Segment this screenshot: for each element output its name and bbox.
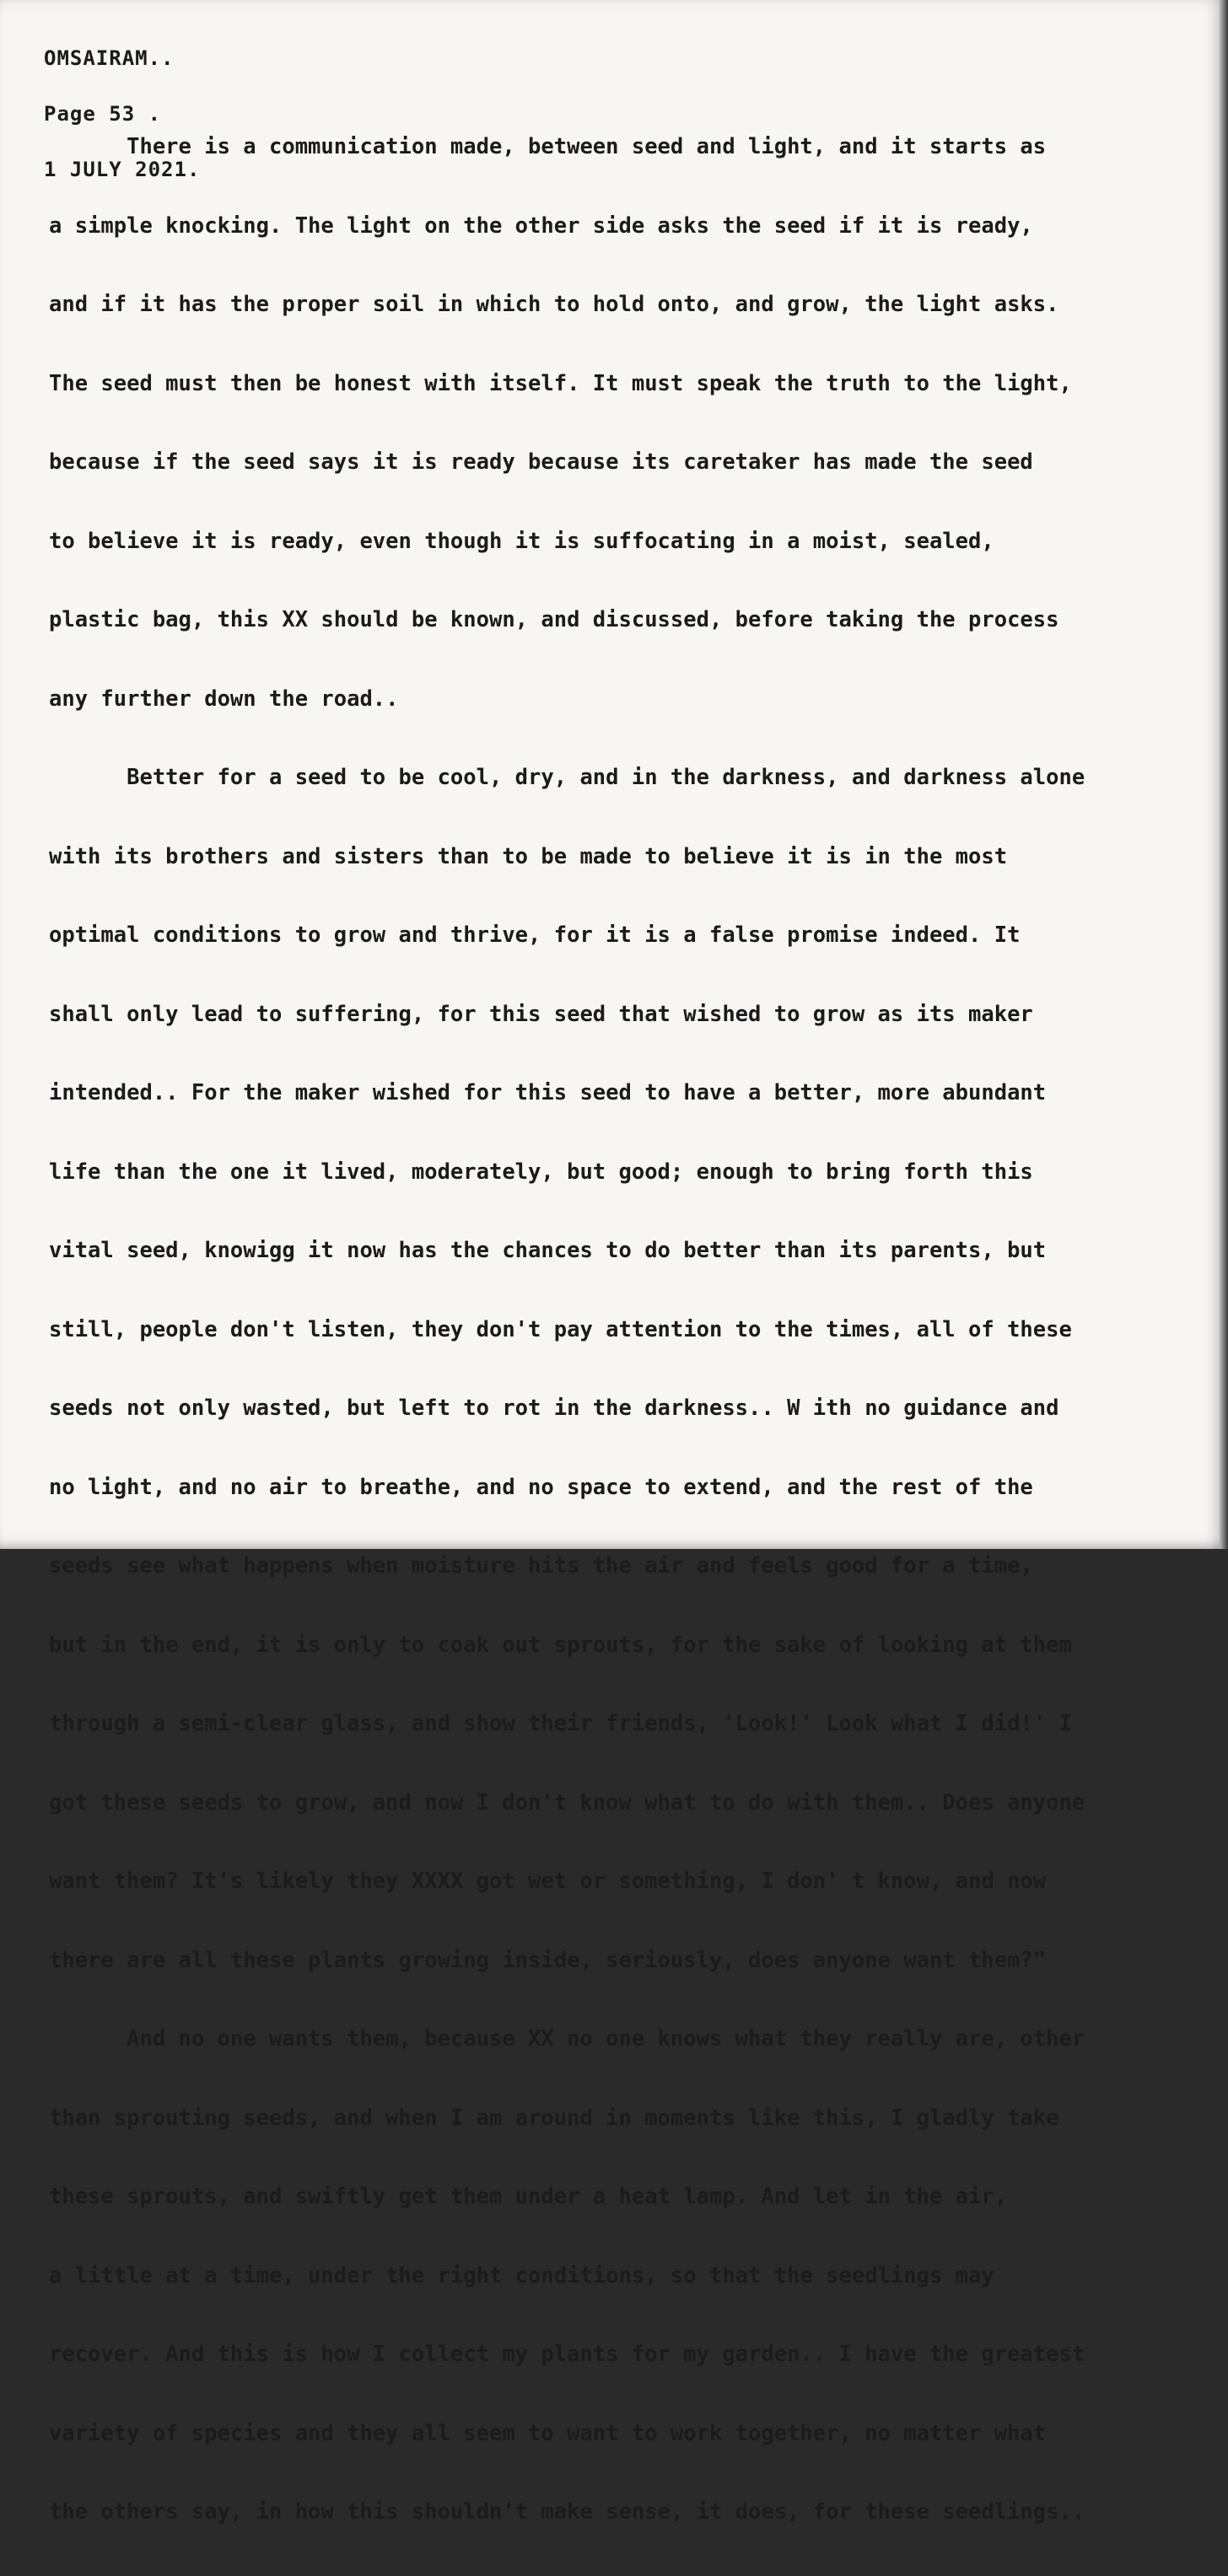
text-line: The seed must then be honest with itself. It must speak the truth to the light, [49,370,1072,396]
header-page-number: Page 53 . [44,102,162,126]
text-line: seeds not only wasted, but left to rot in the darkness.. W ith no guidance and [49,1396,1059,1421]
header-date: 1 JULY 2021. [44,158,201,181]
text-line: seeds see what happens when moisture hits the air and feels good for a time, [49,1553,1033,1578]
text-line: plastic bag, this XX should be known, and discussed, before taking the process [49,607,1059,632]
text-line: the others say, in how this shouldn't make sense, it does, for these seedlings.. [49,2499,1085,2525]
text-line: recover. And this is how I collect my plants for my garden.. I have the greatest [49,2342,1085,2367]
header-title: OMSAIRAM.. [44,46,175,70]
text-line: variety of species and they all seem to want to work together, no matter what [49,2420,1047,2446]
text-line: there are all these plants growing inside, seriously, does anyone want them?" [49,1947,1047,1973]
text-line: a simple knocking. The light on the other side asks the seed if it is ready, [49,212,1033,239]
text-line: still, people don't listen, they don't pay attention to the times, all of these [49,1316,1072,1342]
text-line: no light, and no air to breathe, and no space to extend, and the rest of the [49,1474,1033,1500]
text-line: And no one wants them, because XX no one knows what they really are, other [49,2026,1085,2052]
text-line: to believe it is ready, even though it is suffocating in a moist, sealed, [49,528,994,554]
page-edge-shadow [1220,0,1228,1549]
text-line: than sprouting seeds, and when I am around in moments like this, I gladly take [49,2105,1059,2131]
text-line: Better for a seed to be cool, dry, and in the darkness, and darkness alone [49,765,1085,790]
text-line: There is a communication made, between seed and light, and it starts as [49,134,1047,159]
text-line: life than the one it lived, moderately, but good; enough to bring forth this [49,1159,1033,1185]
text-line: vital seed, knowigg it now has the chances to do better than its parents, but [49,1238,1047,1263]
typed-body [49,99,1188,2576]
text-line: a little at a time, under the right conditions, so that the seedlings may [49,2262,994,2288]
text-line: with its brothers and sisters than to be made to believe it is in the most [49,843,1008,869]
text-line: any further down the road.. [49,686,399,712]
text-line: intended.. For the maker wished for this seed to have a better, more abundant [49,1080,1047,1105]
text-line: shall only lead to suffering, for this seed that wished to grow as its maker [49,1001,1033,1027]
text-line: want them? It's likely they XXXX got wet or something, I don' t know, and now [49,1869,1047,1894]
text-line: through a semi-clear glass, and show their friends, 'Look!' Look what I did!' I [49,1711,1072,1736]
text-line: because if the seed says it is ready because its caretaker has made the seed [49,449,1033,475]
text-line: optimal conditions to grow and thrive, for it is a false promise indeed. It [49,922,1021,948]
text-line: and if it has the proper soil in which to hold onto, and grow, the light asks. [49,292,1059,317]
text-line: these sprouts, and swiftly get them under a heat lamp. And let in the air, [49,2184,1008,2209]
text-line: but in the end, it is only to coak out sprouts, for the sake of looking at them [49,1632,1072,1658]
text-line: got these seeds to grow, and now I don't know what to do with them.. Does anyone [49,1789,1085,1815]
